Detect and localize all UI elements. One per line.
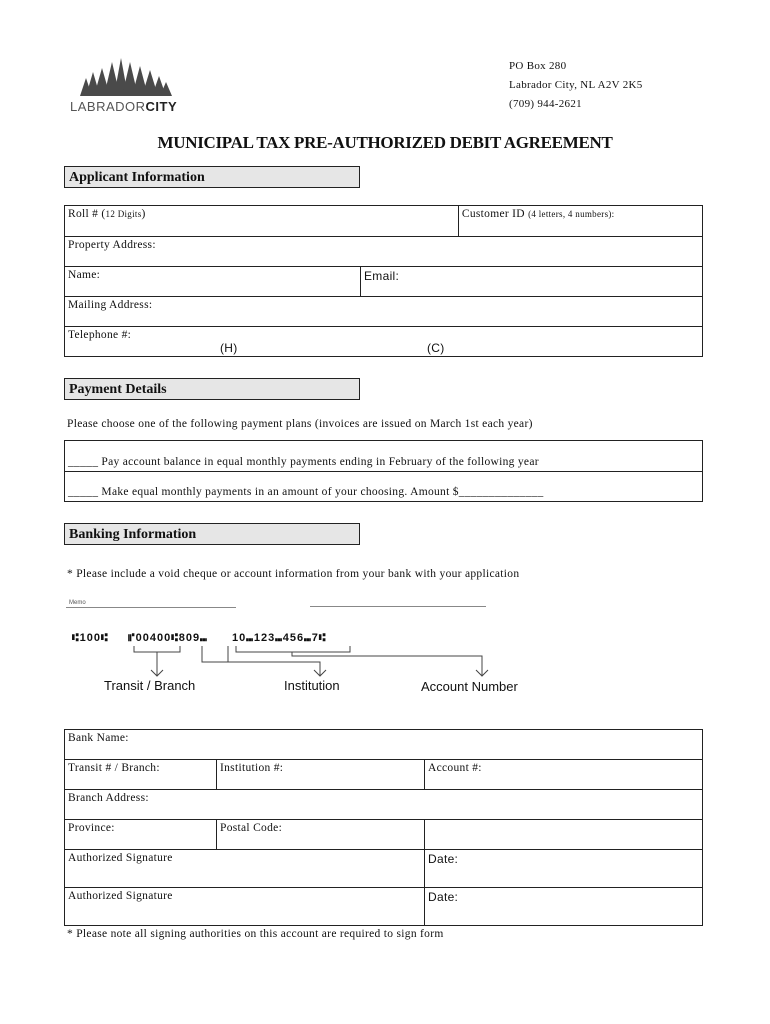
branch-address-label: Branch Address: — [68, 792, 149, 804]
property-address-field[interactable] — [65, 237, 703, 267]
telephone-label: Telephone #: — [68, 329, 132, 341]
signing-authorities-note: * Please note all signing authorities on this account are required to sign form — [67, 928, 444, 940]
account-number-field[interactable] — [425, 760, 703, 790]
page-title: MUNICIPAL TAX PRE-AUTHORIZED DEBIT AGREEMENT — [157, 133, 613, 152]
name-field[interactable] — [65, 267, 361, 297]
transit-branch-label: Transit # / Branch: — [68, 762, 160, 774]
authorized-signature-1-field[interactable] — [65, 850, 425, 888]
transit-branch-caption: Transit / Branch — [104, 678, 196, 693]
telephone-field[interactable] — [65, 327, 703, 357]
forest-logo-icon — [66, 56, 186, 96]
payment-section-heading: Payment Details — [64, 378, 360, 400]
date-1-label: Date: — [428, 852, 459, 866]
micr-account: 10⑉123⑉456⑉7⑆ — [232, 632, 327, 644]
void-cheque-note: * Please include a void cheque or account information from your bank with your application — [67, 568, 520, 580]
mailing-address-field[interactable] — [65, 297, 703, 327]
email-label: Email: — [364, 269, 400, 283]
logo-text-light: LABRADOR — [70, 99, 146, 114]
postal-code-label: Postal Code: — [220, 822, 283, 834]
property-address-label: Property Address: — [68, 239, 156, 251]
name-label: Name: — [68, 269, 101, 281]
postal-code-field[interactable] — [217, 820, 425, 850]
roll-number-hint: 12 Digits — [105, 209, 142, 219]
authorized-signature-1-label: Authorized Signature — [68, 852, 173, 864]
account-number-label: Account #: — [428, 762, 482, 774]
payment-intro: Please choose one of the following payment plans (invoices are issued on March 1st each year) — [67, 418, 533, 430]
address-line-po-box: PO Box 280 — [509, 60, 567, 72]
account-number-caption: Account Number — [421, 679, 518, 694]
payment-option-equal-to-february[interactable] — [65, 441, 703, 472]
payment-option-custom-amount[interactable] — [65, 472, 703, 502]
authorized-signature-2-field[interactable] — [65, 888, 425, 926]
cheque-diagram — [66, 596, 546, 696]
cheque-memo-label: Memo — [69, 600, 86, 606]
payment-options-table — [64, 440, 703, 502]
payment-option-1-label: _____ Pay account balance in equal monthly payments ending in February of the following year — [68, 456, 539, 468]
mailing-address-label: Mailing Address: — [68, 299, 153, 311]
branch-address-field[interactable] — [65, 790, 703, 820]
bank-name-label: Bank Name: — [68, 732, 129, 744]
home-phone-marker: (H) — [220, 341, 238, 355]
address-line-city: Labrador City, NL A2V 2K5 — [509, 79, 643, 91]
payment-option-2-label: _____ Make equal monthly payments in an amount of your choosing. Amount $______________ — [68, 486, 544, 498]
micr-branch-institution: ⑈00400⑆809⑉ — [128, 632, 208, 644]
date-2-label: Date: — [428, 890, 459, 904]
applicant-section-heading: Applicant Information — [64, 166, 360, 188]
email-field[interactable] — [361, 267, 703, 297]
institution-field[interactable] — [217, 760, 425, 790]
banking-table — [64, 729, 703, 926]
province-label: Province: — [68, 822, 115, 834]
date-1-field[interactable] — [425, 850, 703, 888]
institution-caption: Institution — [284, 678, 340, 693]
roll-number-label: Roll # ( — [68, 208, 106, 220]
bank-name-field[interactable] — [65, 730, 703, 760]
roll-number-field[interactable] — [65, 206, 459, 237]
empty-cell — [425, 820, 703, 850]
institution-label: Institution #: — [220, 762, 284, 774]
customer-id-label: Customer ID — [461, 208, 529, 220]
date-2-field[interactable] — [425, 888, 703, 926]
roll-number-close: ) — [141, 208, 146, 220]
logo-text-bold: CITY — [145, 99, 178, 114]
office-address — [509, 57, 643, 114]
micr-transit: ⑆100⑆ — [72, 632, 109, 644]
banking-section-heading: Banking Information — [64, 523, 360, 545]
logo — [66, 56, 186, 120]
province-field[interactable] — [65, 820, 217, 850]
cell-phone-marker: (C) — [427, 341, 445, 355]
address-line-phone: (709) 944-2621 — [509, 98, 582, 110]
customer-id-hint: (4 letters, 4 numbers): — [528, 209, 615, 219]
customer-id-field[interactable] — [458, 206, 702, 237]
applicant-table — [64, 205, 703, 357]
authorized-signature-2-label: Authorized Signature — [68, 890, 173, 902]
transit-branch-field[interactable] — [65, 760, 217, 790]
